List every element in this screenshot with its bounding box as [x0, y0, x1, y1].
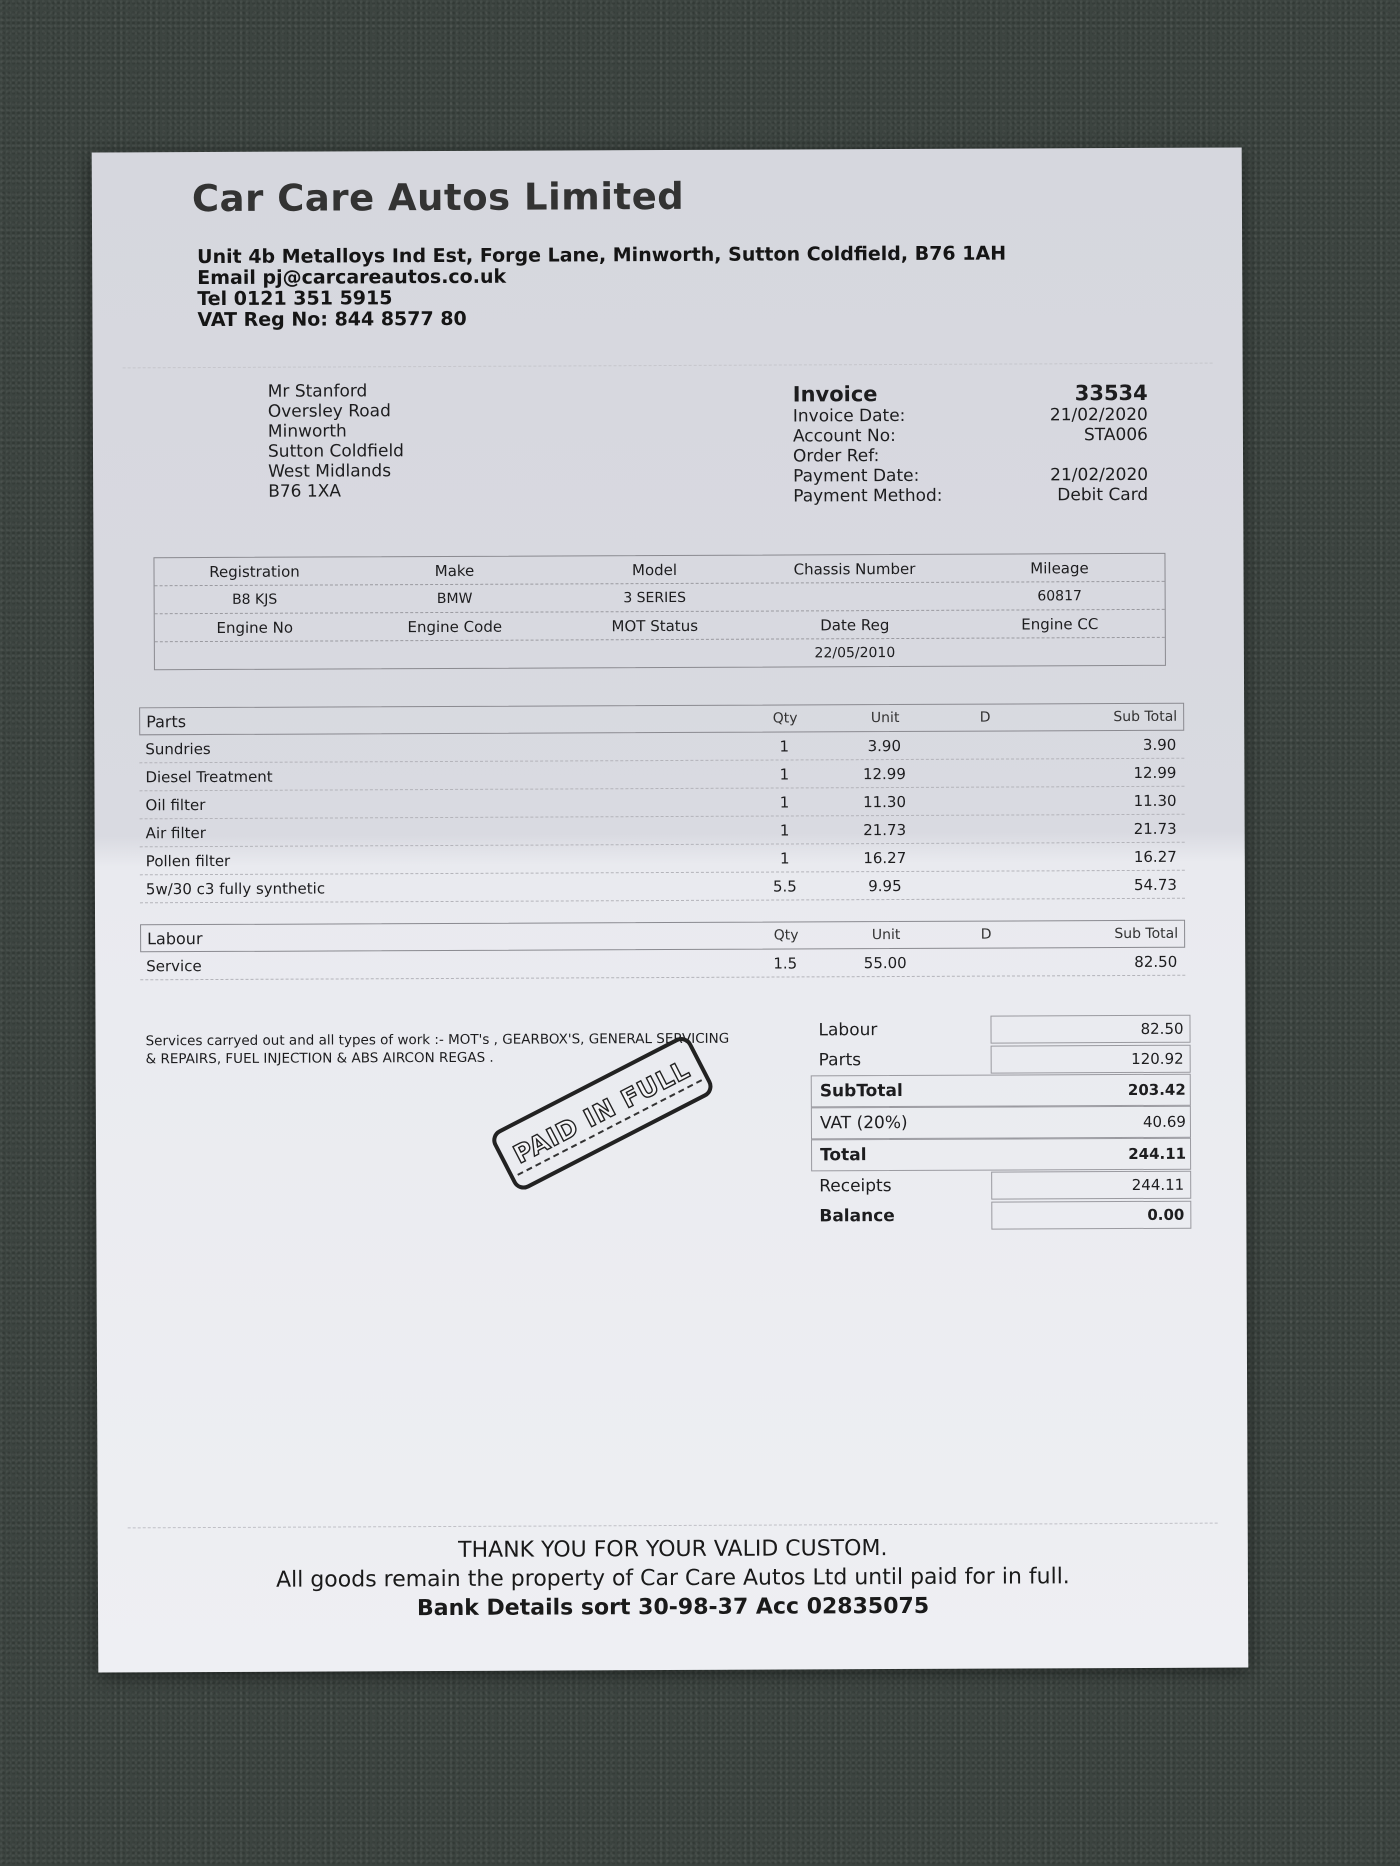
col-qty: Qty: [772, 710, 798, 727]
invoice-value: 21/02/2020: [1049, 404, 1148, 426]
labour-header: [140, 920, 1185, 953]
vehicle-value: [755, 596, 955, 597]
footer: [98, 1532, 1248, 1624]
vehicle-label: Engine Code: [407, 617, 503, 636]
part-unit: 21.73: [863, 820, 907, 839]
col-d: D: [980, 926, 992, 943]
vehicle-label-row: [154, 554, 1164, 586]
customer-line: B76 1XA: [268, 481, 342, 502]
col-labour: Labour: [147, 928, 203, 948]
invoice-label: Invoice Date:: [792, 405, 906, 427]
col-parts: Parts: [146, 711, 187, 731]
labour-qty: 1.5: [773, 953, 798, 973]
col-subtotal: Sub Total: [1113, 708, 1178, 726]
invoice-label: Account No:: [792, 426, 896, 447]
totals-row: [811, 1138, 1191, 1172]
part-unit: 11.30: [863, 792, 907, 811]
part-qty: 1: [779, 736, 790, 756]
totals-row: [810, 1014, 1190, 1046]
col-unit: Unit: [871, 926, 901, 944]
totals-value: 203.42: [1127, 1080, 1186, 1100]
part-name: 5w/30 c3 fully synthetic: [145, 879, 326, 898]
vehicle-label: Model: [631, 560, 678, 579]
invoice-title: Invoice: [792, 382, 878, 407]
invoice-value: 21/02/2020: [1050, 464, 1149, 486]
part-qty: 5.5: [772, 876, 797, 896]
company-vat: VAT Reg No: 844 8577 80: [197, 307, 467, 332]
col-qty: Qty: [773, 927, 799, 944]
part-qty: 1: [779, 820, 790, 840]
totals-label: Parts: [818, 1050, 862, 1071]
vehicle-label: Engine No: [216, 618, 294, 637]
totals-label: Receipts: [819, 1176, 892, 1197]
part-name: Sundries: [145, 739, 211, 758]
table-row: [139, 787, 1184, 820]
part-unit: 3.90: [867, 736, 902, 755]
vehicle-value: [955, 651, 1165, 652]
totals-value: 120.92: [991, 1045, 1191, 1074]
totals-value: 40.69: [1142, 1112, 1186, 1131]
totals-row: [811, 1044, 1191, 1076]
table-row: [140, 815, 1185, 848]
col-subtotal: Sub Total: [1114, 925, 1179, 943]
vehicle-value-row: [155, 638, 1165, 669]
part-qty: 1: [779, 848, 790, 868]
vehicle-label-row: [155, 610, 1165, 642]
invoice-info: [793, 381, 1149, 507]
vehicle-value-row: [155, 582, 1165, 614]
invoice-label: Payment Date:: [793, 465, 920, 487]
part-name: Oil filter: [145, 795, 206, 814]
vehicle-label: Date Reg: [820, 615, 890, 634]
part-subtotal: 12.99: [1133, 763, 1177, 782]
part-name: Pollen filter: [145, 851, 231, 870]
totals-label: SubTotal: [819, 1080, 903, 1102]
vehicle-value: 3 SERIES: [623, 589, 687, 606]
divider: [123, 363, 1213, 369]
vehicle-label: Mileage: [1030, 558, 1089, 577]
company-tel: Tel 0121 351 5915: [197, 287, 393, 311]
parts-table: [139, 703, 1185, 904]
customer-address: [268, 381, 404, 502]
totals-value: 0.00: [991, 1201, 1191, 1230]
vehicle-value: 60817: [1037, 587, 1082, 604]
vehicle-value: 22/05/2010: [814, 644, 896, 661]
parts-header: [139, 703, 1184, 736]
part-name: Air filter: [145, 823, 206, 842]
vehicle-label: Engine CC: [1021, 614, 1099, 633]
services-line: Services carryed out and all types of work :- MOT's , GEARBOX'S, GENERAL SERVICING: [145, 1030, 730, 1050]
part-unit: 12.99: [862, 764, 906, 783]
part-subtotal: 54.73: [1133, 875, 1177, 894]
totals-value: 82.50: [990, 1015, 1190, 1044]
totals-label: Balance: [819, 1206, 895, 1227]
footer-bank: Bank Details sort 30-98-37 Acc 02835075: [416, 1593, 930, 1622]
table-row: [140, 871, 1185, 904]
company-email: Email pj@carcareautos.co.uk: [197, 265, 507, 290]
labour-table: [140, 920, 1185, 981]
table-row: [139, 731, 1184, 764]
vehicle-label: MOT Status: [611, 616, 699, 635]
part-qty: 1: [779, 792, 790, 812]
invoice-value: Debit Card: [1057, 484, 1149, 506]
labour-name: Service: [146, 956, 202, 975]
part-subtotal: 3.90: [1142, 735, 1177, 754]
col-unit: Unit: [870, 709, 900, 727]
table-row: [140, 948, 1185, 981]
totals-row: [811, 1074, 1191, 1108]
vehicle-value: B8 KJS: [232, 591, 278, 608]
vehicle-table: [153, 553, 1165, 670]
table-row: [140, 843, 1185, 876]
vehicle-label: Chassis Number: [793, 559, 916, 578]
totals-row: [811, 1200, 1191, 1232]
part-name: Diesel Treatment: [145, 767, 273, 786]
part-qty: 1: [779, 764, 790, 784]
invoice-label: Order Ref:: [792, 446, 880, 467]
totals-value: 244.11: [991, 1171, 1191, 1200]
vehicle-value: BMW: [436, 590, 473, 607]
totals-box: [810, 1014, 1191, 1232]
stamp-text: PAID IN FULL: [503, 1051, 702, 1175]
totals-label: Total: [820, 1145, 867, 1166]
company-name: Car Care Autos Limited: [191, 174, 685, 221]
vehicle-label: Registration: [209, 562, 300, 581]
customer-line: Oversley Road: [267, 401, 391, 422]
part-subtotal: 21.73: [1133, 819, 1177, 838]
totals-row: [811, 1106, 1191, 1140]
invoice-paper: [92, 147, 1249, 1672]
totals-label: Labour: [818, 1020, 878, 1041]
vehicle-label: Make: [434, 561, 475, 580]
vehicle-value: [355, 654, 555, 655]
customer-line: West Midlands: [268, 461, 392, 482]
part-subtotal: 16.27: [1133, 847, 1177, 866]
col-d: D: [979, 709, 991, 726]
labour-unit: 55.00: [863, 953, 907, 972]
footer-divider: [128, 1523, 1218, 1529]
invoice-value: STA006: [1083, 424, 1148, 446]
vehicle-value: [555, 653, 755, 654]
company-address: Unit 4b Metalloys Ind Est, Forge Lane, Minworth, Sutton Coldfield, B76 1AH: [197, 242, 1007, 269]
labour-subtotal: 82.50: [1134, 952, 1178, 971]
part-unit: 16.27: [863, 848, 907, 867]
customer-line: Mr Stanford: [267, 381, 368, 402]
totals-label: VAT (20%): [819, 1112, 908, 1134]
services-line: & REPAIRS, FUEL INJECTION & ABS AIRCON REGAS .: [145, 1049, 494, 1068]
invoice-label: Payment Method:: [793, 485, 943, 507]
customer-line: Minworth: [267, 421, 347, 442]
customer-line: Sutton Coldfield: [267, 441, 404, 462]
invoice-number: 33534: [1074, 380, 1148, 406]
vehicle-value: [155, 655, 355, 656]
company-details: [197, 244, 1006, 332]
table-row: [139, 759, 1184, 792]
part-subtotal: 11.30: [1133, 791, 1177, 810]
totals-row: [811, 1170, 1191, 1202]
footer-property: All goods remain the property of Car Care Autos Ltd until paid for in full.: [275, 1564, 1070, 1593]
totals-value: 244.11: [1128, 1144, 1187, 1164]
footer-thanks: THANK YOU FOR YOUR VALID CUSTOM.: [458, 1536, 888, 1563]
part-unit: 9.95: [868, 876, 902, 895]
